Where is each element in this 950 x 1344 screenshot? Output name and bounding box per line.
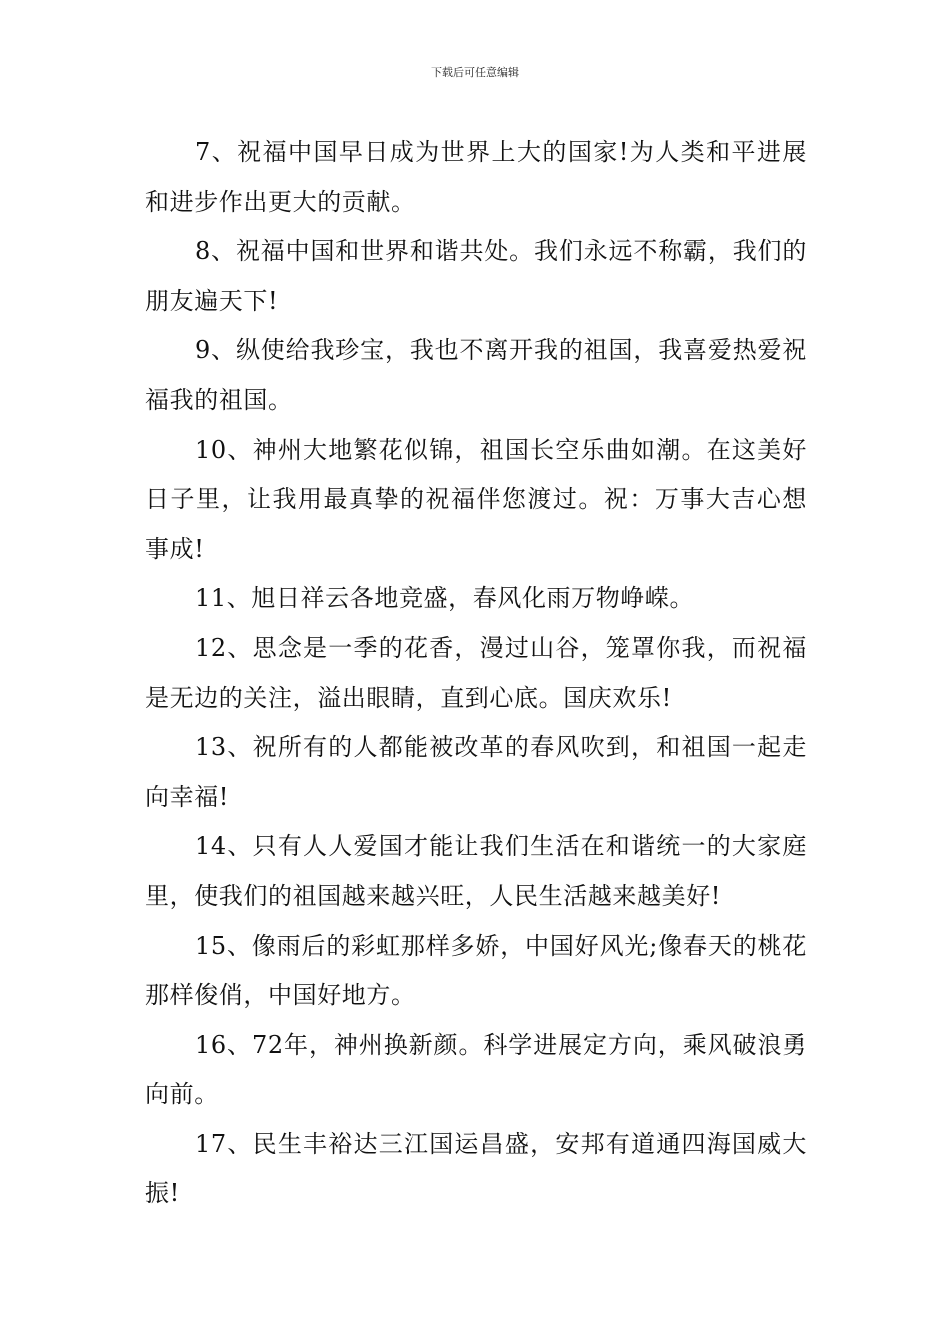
paragraph-7: 7、祝福中国早日成为世界上大的国家!为人类和平进展和进步作出更大的贡献。	[145, 138, 807, 216]
paragraph-9: 9、纵使给我珍宝，我也不离开我的祖国，我喜爱热爱祝福我的祖国。	[145, 336, 807, 414]
paragraph-16: 16、72年，神州换新颜。科学进展定方向，乘风破浪勇向前。	[145, 1030, 807, 1109]
paragraph-8: 8、祝福中国和世界和谐共处。我们永远不称霸，我们的朋友遍天下!	[145, 237, 807, 315]
paragraph-11: 11、旭日祥云各地竞盛，春风化雨万物峥嵘。	[195, 584, 695, 613]
document-body	[145, 128, 807, 1219]
paragraph-10: 10、神州大地繁花似锦，祖国长空乐曲如潮。在这美好日子里，让我用最真挚的祝福伴您渡过。祝：万事大吉心想事成!	[145, 435, 807, 563]
paragraph-14: 14、只有人人爱国才能让我们生活在和谐统一的大家庭里，使我们的祖国越来越兴旺，人民生活越来越美好!	[145, 832, 807, 910]
paragraph-13: 13、祝所有的人都能被改革的春风吹到，和祖国一起走向幸福!	[145, 733, 807, 811]
paragraph-15: 15、像雨后的彩虹那样多娇，中国好风光;像春天的桃花那样俊俏，中国好地方。	[145, 931, 807, 1010]
page-header: 下载后可任意编辑	[431, 66, 519, 79]
paragraph-17: 17、民生丰裕达三江国运昌盛，安邦有道通四海国威大振!	[145, 1129, 807, 1208]
paragraph-12: 12、思念是一季的花香，漫过山谷，笼罩你我，而祝福是无边的关注，溢出眼睛，直到心底。国庆欢乐!	[145, 633, 807, 712]
